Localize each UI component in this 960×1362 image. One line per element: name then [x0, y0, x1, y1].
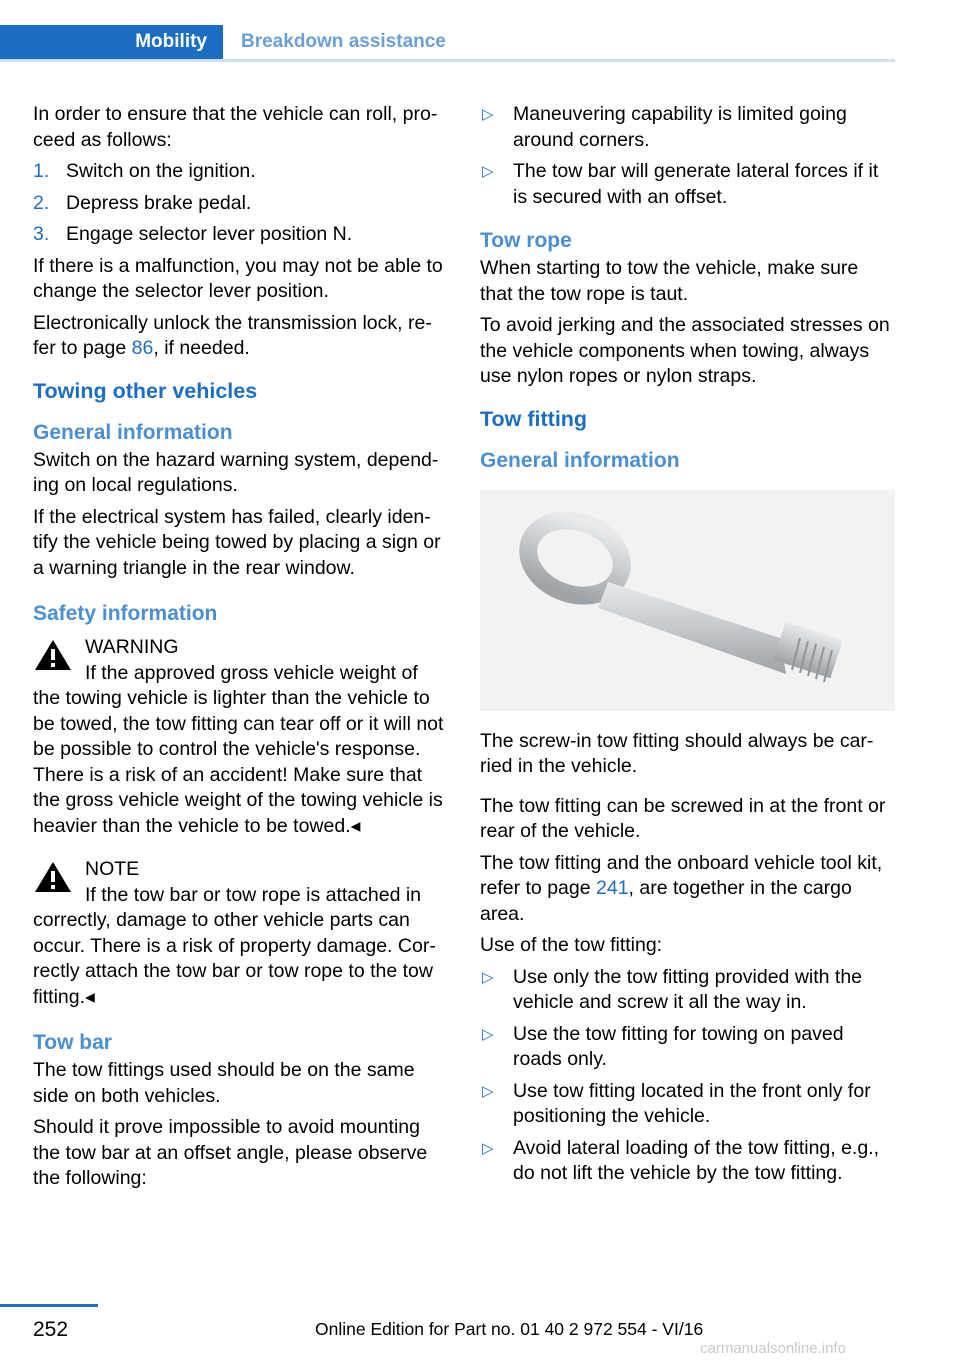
header-divider: [0, 59, 895, 62]
list-item-text: Use the tow fitting for towing on paved roads only.: [513, 1022, 844, 1070]
list-item: [480, 102, 895, 153]
triangle-right-icon: ▷: [482, 1025, 494, 1043]
kit-text: The tow fitting and the onboard vehicle tool kit, refer to page: [480, 851, 883, 899]
list-item: [480, 159, 895, 210]
general-paragraph-2: If the electrical system has failed, clearly identify the vehicle being towed by placing a sign or a warning triangle in the rear window.: [33, 505, 441, 579]
unlock-text-end: , if needed.: [153, 337, 250, 359]
warning-triangle-icon: [33, 859, 73, 895]
malfunction-paragraph: If there is a malfunction, you may not be able to change the selector lever position.: [33, 254, 443, 302]
list-item: [480, 1079, 895, 1130]
list-item: [480, 1136, 895, 1187]
towrope-paragraph-1: When starting to tow the vehicle, make sure that the tow rope is taut.: [480, 257, 859, 305]
step-number: 3.: [33, 223, 50, 245]
procedure-steps: [33, 159, 448, 248]
step-item: [33, 159, 448, 185]
step-item: [33, 222, 448, 248]
page-number: 252: [33, 1318, 69, 1341]
intro-paragraph: In order to ensure that the vehicle can roll, proceed as follows:: [33, 103, 438, 151]
list-item: [480, 1022, 895, 1073]
left-column: [33, 102, 448, 1198]
heading-general-information: General information: [480, 448, 680, 472]
unlock-paragraph: [33, 311, 448, 362]
page-header: [0, 25, 895, 63]
edition-line: Online Edition for Part no. 01 40 2 972 554 - VI/16: [315, 1319, 704, 1339]
step-item: [33, 191, 448, 217]
heading-general-information: General information: [33, 420, 233, 444]
unlock-text: Electronically unlock the transmission lock, refer to page: [33, 311, 432, 359]
note-title: NOTE: [85, 858, 140, 880]
right-column: [480, 102, 895, 1193]
list-item-text: Maneuvering capability is limited going around corners.: [513, 103, 847, 151]
list-item-text: Use only the tow fitting provided with the vehicle and screw it all the way in.: [513, 965, 863, 1013]
towrope-paragraph-2: To avoid jerking and the associated stresses on the vehicle components when towing, always use nylon ropes or nylon straps.: [480, 314, 890, 387]
towbar-paragraph-1: The tow fittings used should be on the same side on both vehicles.: [33, 1059, 415, 1107]
towbar-bullets: [480, 102, 895, 210]
heading-tow-fitting: Tow fitting: [480, 406, 588, 431]
kit-text-end: , are together in the cargo area.: [480, 877, 852, 925]
warning-title: WARNING: [85, 636, 179, 658]
triangle-right-icon: ▷: [482, 163, 494, 180]
tow-fitting-usage-bullets: [480, 965, 895, 1187]
warning-triangle-icon: [33, 637, 73, 673]
tab-breakdown-assistance[interactable]: Breakdown assistance: [241, 31, 446, 53]
note-body: correctly, damage to other vehicle parts can occur. There is a risk of property damage. Correctly attach the tow bar or tow rope to the tow fitting.◂: [33, 909, 436, 1008]
step-text: Switch on the ignition.: [66, 160, 256, 182]
warning-lead: If the approved gross vehicle weight of: [85, 661, 418, 684]
step-number: 2.: [33, 191, 50, 214]
warning-notice: [33, 635, 448, 839]
kit-paragraph: [480, 851, 895, 928]
tow-fitting-icon: [480, 490, 895, 711]
page-link-86[interactable]: 86: [131, 337, 154, 359]
fitting-paragraph-1: The screw-in tow fitting should always be carried in the vehicle.: [480, 729, 874, 777]
fitting-paragraph-2: The tow fitting can be screwed in at the front or rear of the vehicle.: [480, 794, 886, 842]
note-lead: If the tow bar or tow rope is attached in: [85, 883, 422, 906]
triangle-right-icon: ▷: [482, 968, 494, 986]
heading-tow-bar: Tow bar: [33, 1031, 112, 1054]
towbar-paragraph-2: Should it prove impossible to avoid mounting the tow bar at an offset angle, please observe the following:: [33, 1116, 428, 1189]
list-item-text: The tow bar will generate lateral forces if it is secured with an offset.: [513, 160, 879, 208]
use-intro: Use of the tow fitting:: [480, 934, 663, 956]
warning-body: the towing vehicle is lighter than the vehicle to be towed, the tow fitting can tear off or it will not be possible to control the vehicle's response. There is a risk of an accident! Make sure that the gross vehicle weight of the towing vehicle is heavier than the vehicle to be towed.◂: [33, 687, 444, 837]
page-link-241[interactable]: 241: [596, 877, 629, 899]
tab-mobility[interactable]: Mobility: [0, 25, 223, 59]
tow-fitting-illustration: [480, 490, 895, 711]
triangle-right-icon: ▷: [482, 1082, 494, 1100]
list-item-text: Avoid lateral loading of the tow fitting, e.g., do not lift the vehicle by the tow fitting.: [513, 1136, 880, 1184]
triangle-right-icon: ▷: [482, 106, 494, 123]
general-paragraph-1: Switch on the hazard warning system, depending on local regulations.: [33, 448, 439, 496]
watermark: carmanualsonline.info: [700, 1340, 846, 1357]
note-notice: [33, 857, 448, 1010]
heading-tow-rope: Tow rope: [480, 229, 572, 252]
list-item: [480, 965, 895, 1016]
step-text: Engage selector lever position N.: [66, 223, 353, 245]
step-number: 1.: [33, 160, 50, 182]
step-text: Depress brake pedal.: [66, 191, 252, 214]
footer-divider: [0, 1304, 98, 1307]
heading-safety-information: Safety information: [33, 602, 218, 625]
list-item-text: Use tow fitting located in the front only for positioning the vehicle.: [513, 1079, 871, 1127]
heading-towing-other-vehicles: Towing other vehicles: [33, 378, 258, 403]
triangle-right-icon: ▷: [482, 1139, 494, 1157]
